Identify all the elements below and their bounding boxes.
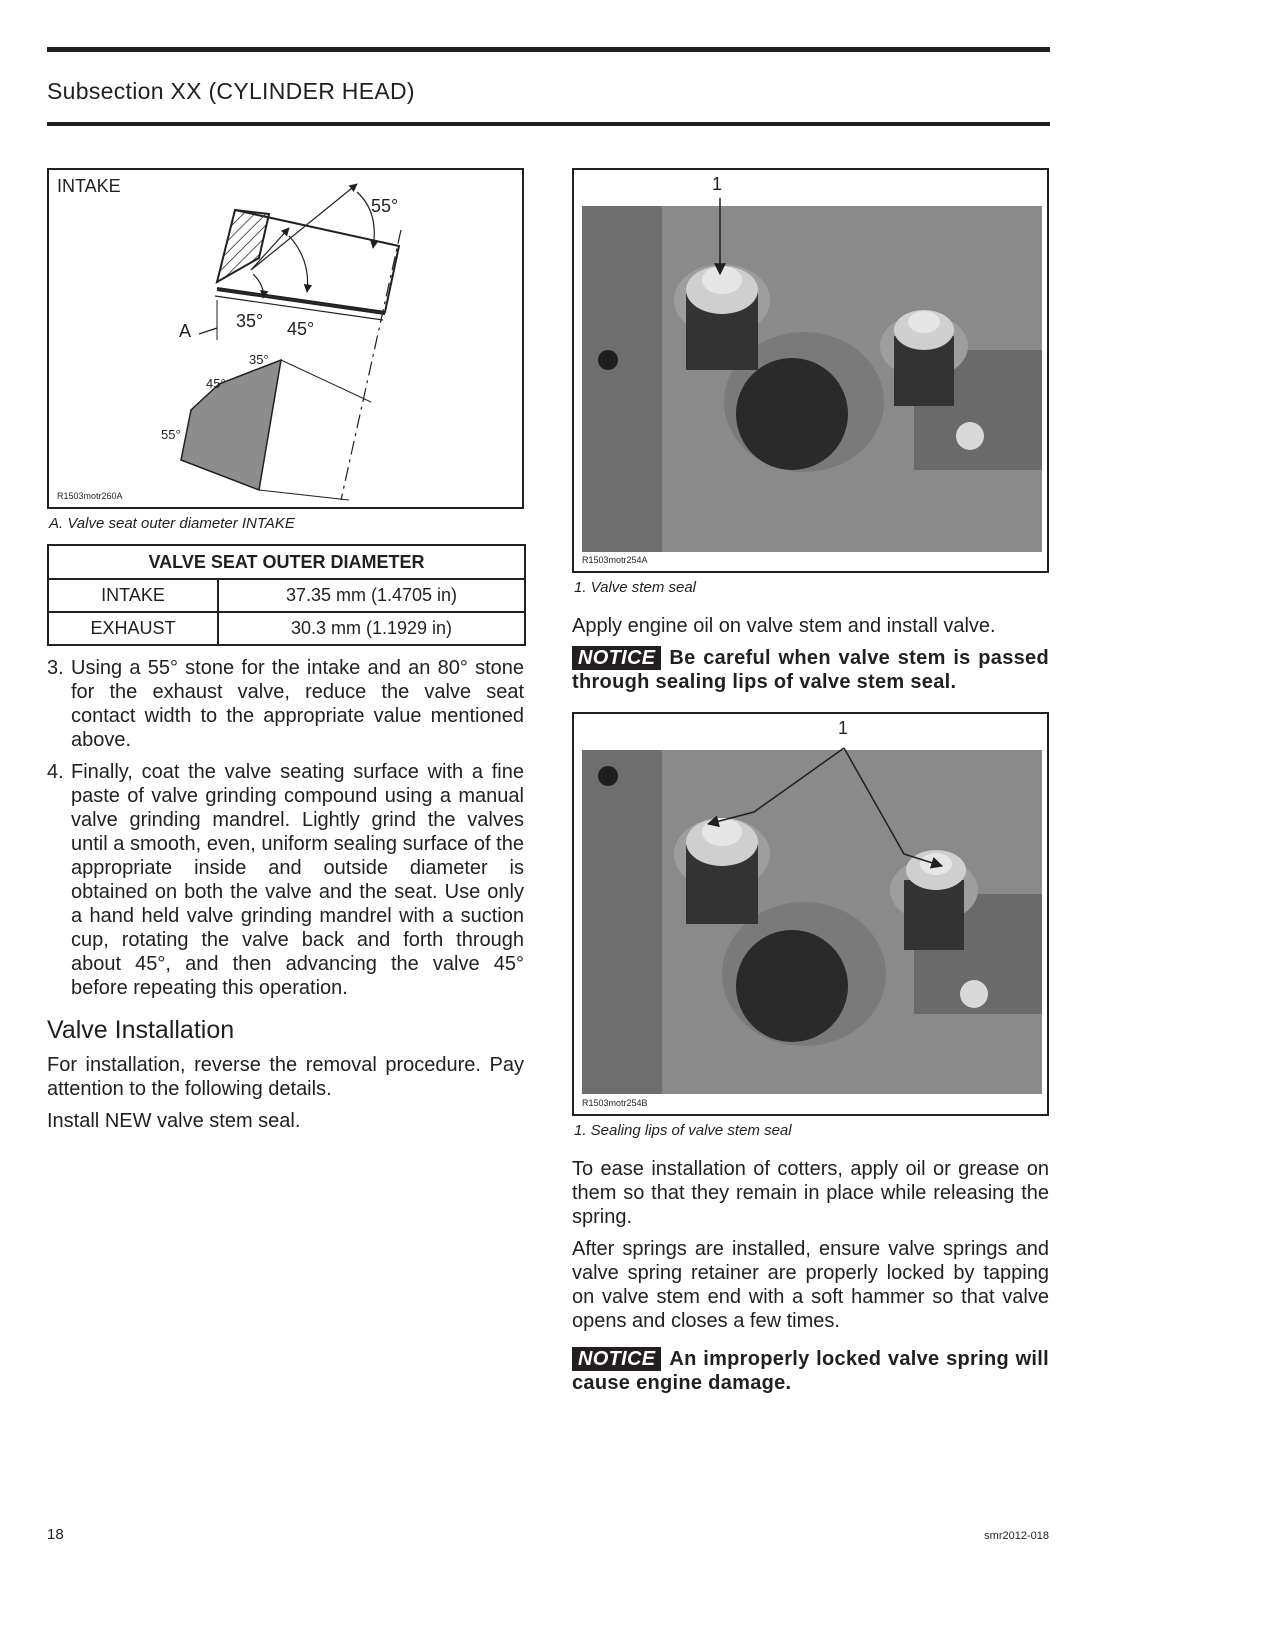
figure-reference-code: R1503motr260A xyxy=(57,491,123,501)
sealing-lips-photo xyxy=(572,712,1049,1116)
callout-1: 1 xyxy=(838,718,849,738)
label-seat-55: 55° xyxy=(161,427,181,442)
table-cell-label: INTAKE xyxy=(48,579,218,612)
callout-1: 1 xyxy=(712,174,723,194)
notice-text: Be careful when valve stem is passed through sealing lips of valve stem seal. xyxy=(572,647,1049,693)
figure-label-intake: INTAKE xyxy=(57,176,121,196)
left-column xyxy=(47,168,524,1141)
cylinder-head-render xyxy=(574,714,1047,1114)
notice-block xyxy=(572,1347,1049,1395)
valve-seat-diameter-table xyxy=(47,544,526,646)
paragraph xyxy=(47,1109,524,1133)
table-cell-value: 37.35 mm (1.4705 in) xyxy=(218,579,525,612)
list-item xyxy=(47,656,524,752)
page-number: 18 xyxy=(47,1526,64,1543)
label-seat-35: 35° xyxy=(249,352,269,367)
list-item xyxy=(47,760,524,1000)
table-cell-label: EXHAUST xyxy=(48,612,218,645)
right-column xyxy=(572,168,1049,1403)
notice-badge: NOTICE xyxy=(572,646,661,670)
paragraph: To ease installation of cotters, apply oil or grease on them so that they remain in place while releasing the spring. xyxy=(572,1158,1049,1228)
step-text: Finally, coat the valve seating surface with a fine paste of valve grinding compound using a manual valve grinding mandrel. Lightly grind the valves until a smooth, even, uniform sealing surface of the appropriate inside and outside diameter is obtained on both the valve and the seat. Use only a hand held valve grinding mandrel with a suction cup, rotating the valve back and forth through about 45°, and then advancing the valve 45° before repeating this operation. xyxy=(71,761,524,999)
step-number: 4. xyxy=(47,761,64,783)
notice-badge: NOTICE xyxy=(572,1347,661,1371)
table-row xyxy=(48,579,525,612)
notice-block xyxy=(572,646,1049,694)
table-row xyxy=(48,612,525,645)
paragraph: For installation, reverse the removal procedure. Pay attention to the following details. xyxy=(47,1054,524,1100)
header-rule-bottom xyxy=(47,122,1050,126)
paragraph: After springs are installed, ensure valve springs and valve spring retainer are properly locked by tapping on valve stem end with a soft hammer so that valve opens and closes a few times. xyxy=(572,1238,1049,1332)
figure-caption: A. Valve seat outer diameter INTAKE xyxy=(49,515,295,532)
notice-text: An improperly locked valve spring will cause engine damage. xyxy=(572,1348,1049,1394)
intake-valve-seat-figure xyxy=(47,168,524,509)
header-rule-top xyxy=(47,47,1050,52)
paragraph: Apply engine oil on valve stem and install valve. xyxy=(572,615,996,637)
figure-caption: 1. Sealing lips of valve stem seal xyxy=(574,1122,792,1139)
figure-reference-code: R1503motr254A xyxy=(582,555,648,565)
procedure-steps xyxy=(47,656,524,1000)
label-angle-55: 55° xyxy=(371,196,399,216)
figure-caption: 1. Valve stem seal xyxy=(574,579,696,596)
emphasis-new: NEW xyxy=(104,1110,152,1132)
cylinder-head-render xyxy=(574,170,1047,571)
table-header: VALVE SEAT OUTER DIAMETER xyxy=(48,545,525,579)
text-run: valve stem seal. xyxy=(151,1110,301,1132)
valve-seat-diagram xyxy=(49,170,522,507)
label-marker-a: A xyxy=(179,321,192,341)
text-run: Install xyxy=(47,1110,105,1132)
step-text: Using a 55° stone for the intake and an 80° stone for the exhaust valve, reduce the valve seat contact width to the appropriate value mentioned above. xyxy=(71,657,524,751)
page-header-title: Subsection XX (CYLINDER HEAD) xyxy=(47,78,415,104)
label-angle-35: 35° xyxy=(236,311,264,331)
label-angle-45: 45° xyxy=(287,319,315,339)
label-seat-45: 45° xyxy=(206,376,226,391)
step-number: 3. xyxy=(47,657,64,679)
table-cell-value: 30.3 mm (1.1929 in) xyxy=(218,612,525,645)
document-code: smr2012-018 xyxy=(984,1530,1049,1542)
section-heading: Valve Installation xyxy=(47,1016,235,1044)
figure-reference-code: R1503motr254B xyxy=(582,1098,648,1108)
valve-stem-seal-photo xyxy=(572,168,1049,573)
